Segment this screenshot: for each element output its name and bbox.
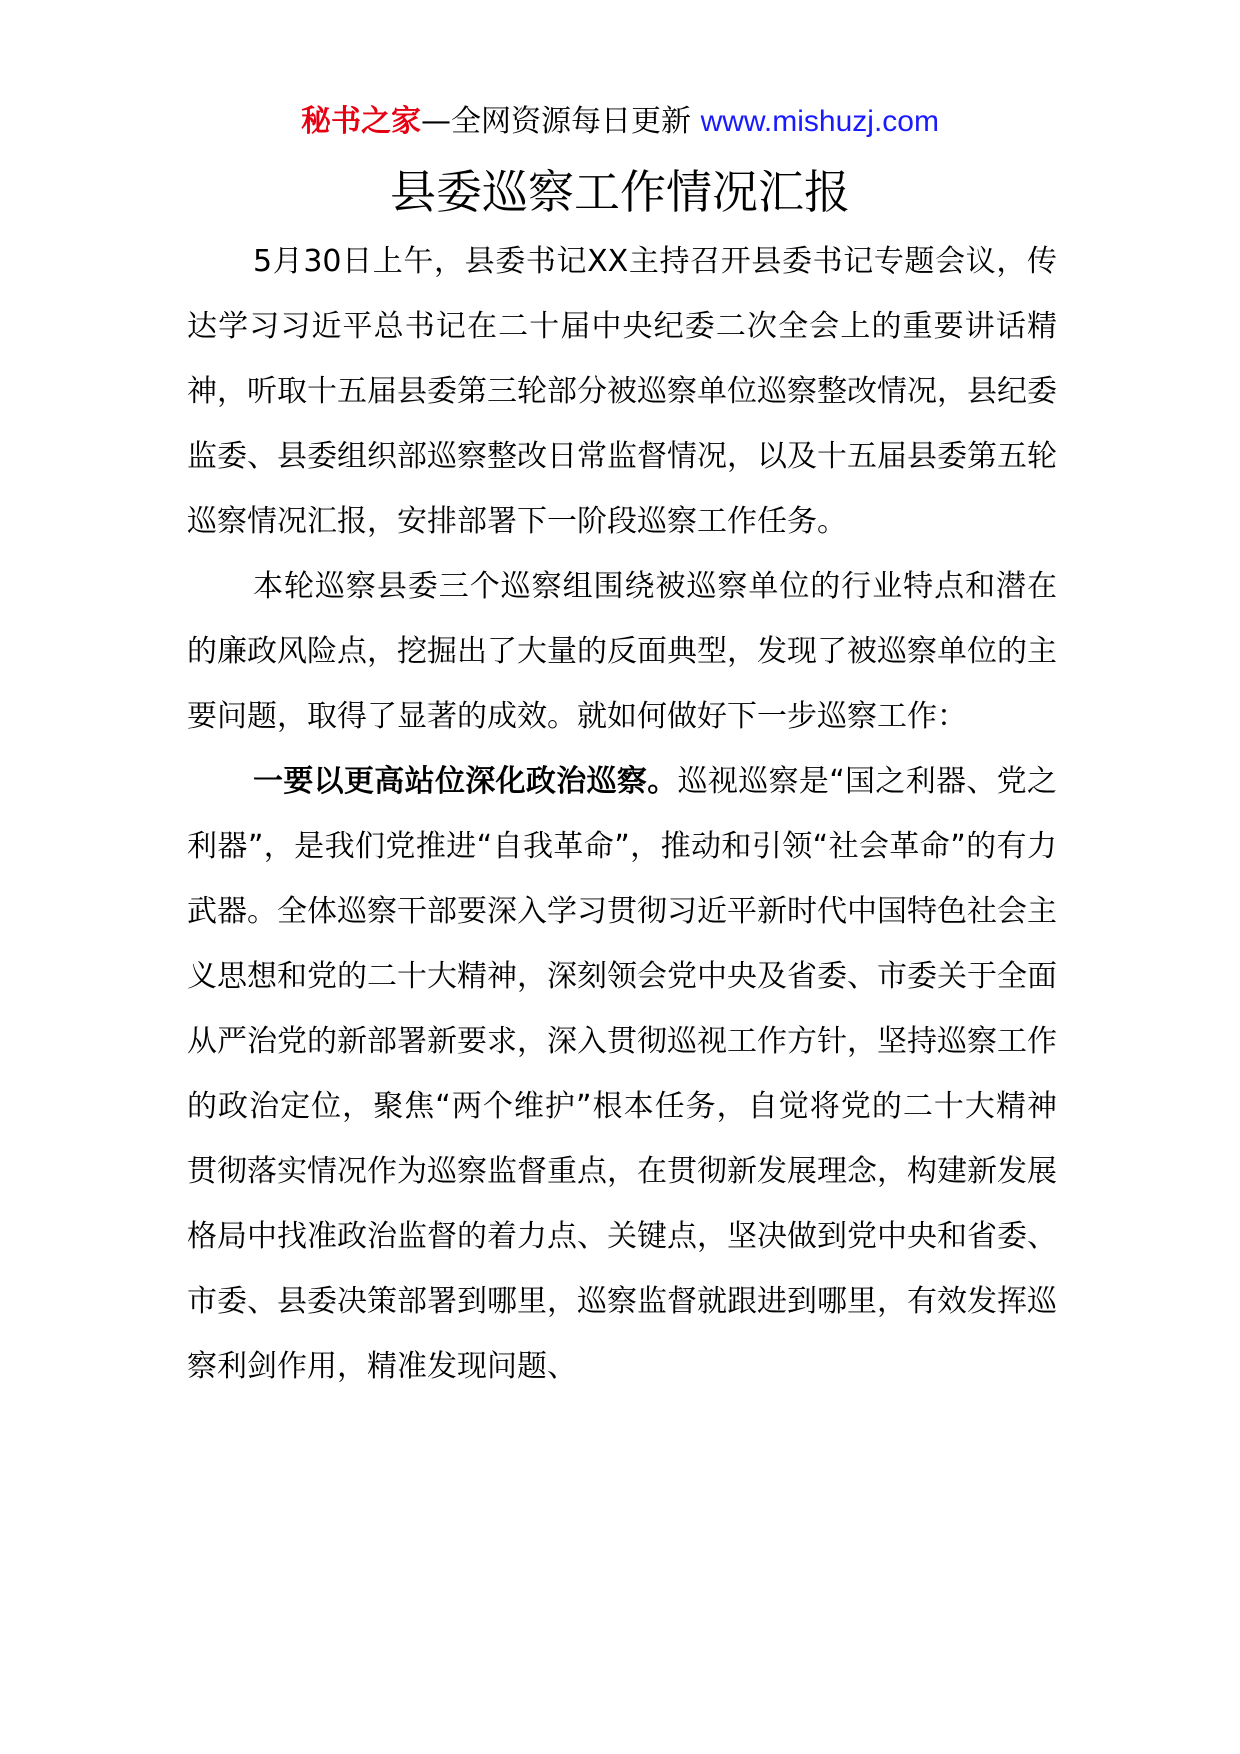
document-body	[187, 229, 1057, 1399]
paragraph-3	[187, 749, 1057, 1399]
paragraph-1-text: 5月30日上午，县委书记XX主持召开县委书记专题会议，传达学习习近平总书记在二十届中央纪委二次全会上的重要讲话精神，听取十五届县委第三轮部分被巡察单位巡察整改情况，县纪委监委、县委组织部巡察整改日常监督情况，以及十五届县委第五轮巡察情况汇报，安排部署下一阶段巡察工作任务。	[187, 244, 1057, 539]
paragraph-2-text: 本轮巡察县委三个巡察组围绕被巡察单位的行业特点和潜在的廉政风险点，挖掘出了大量的反面典型，发现了被巡察单位的主要问题，取得了显著的成效。就如何做好下一步巡察工作：	[187, 569, 1057, 734]
document-title: 县委巡察工作情况汇报	[390, 165, 850, 219]
paragraph-3-text: 巡视巡察是“国之利器、党之利器”，是我们党推进“自我革命”，推动和引领“社会革命”的有力武器。全体巡察干部要深入学习贯彻习近平新时代中国特色社会主义思想和党的二十大精神，深刻领会党中央及省委、市委关于全面从严治党的新部署新要求，深入贯彻巡视工作方针，坚持巡察工作的政治定位，聚焦“两个维护”根本任务，自觉将党的二十大精神贯彻落实情况作为巡察监督重点，在贯彻新发展理念，构建新发展格局中找准政治监督的着力点、关键点，坚决做到党中央和省委、市委、县委决策部署到哪里，巡察监督就跟进到哪里，有效发挥巡察利剑作用，精准发现问题、	[187, 764, 1058, 1384]
site-header	[0, 100, 1240, 144]
site-url-link[interactable]: www.mishuzj.com	[700, 105, 939, 138]
paragraph-1	[187, 229, 1057, 554]
paragraph-2	[187, 554, 1057, 749]
brand-name: 秘书之家	[301, 104, 422, 139]
paragraph-3-lead: 一要以更高站位深化政治巡察。	[253, 764, 678, 799]
header-tagline: —全网资源每日更新	[421, 104, 701, 139]
